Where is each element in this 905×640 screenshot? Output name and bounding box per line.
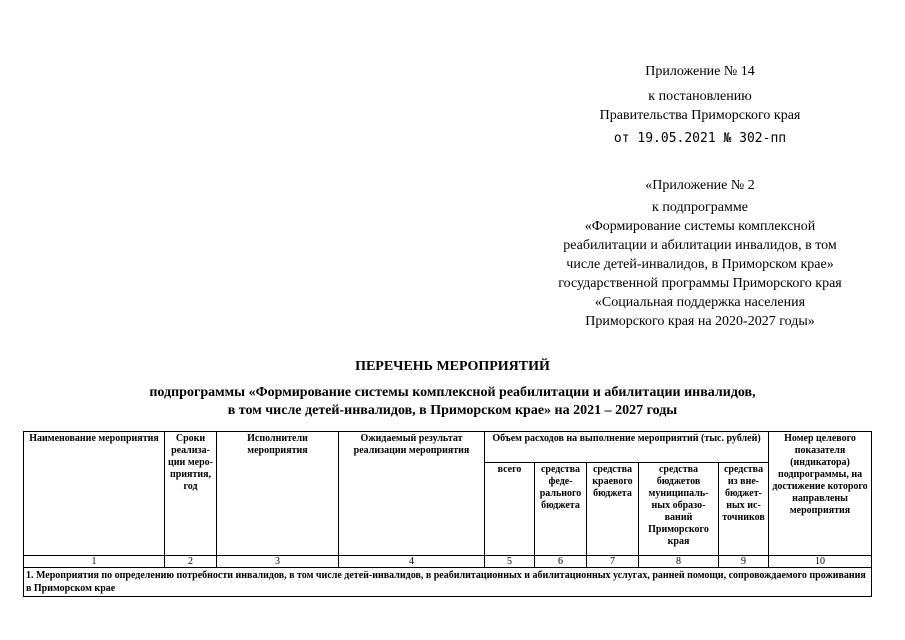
subappendix-block: [540, 176, 860, 331]
column-numbers-row: [24, 556, 872, 568]
section-heading: 1. Мероприятия по определению потребности инвалидов, в том числе детей-инвалидов, в реабилитационных и абилитационных услугах, ранней помощи, сопровождаемого проживания в Приморском крае: [24, 568, 872, 597]
header-federal: средства феде-рального бюджета: [535, 463, 587, 556]
header-total: всего: [485, 463, 535, 556]
header-regional: средства краевого бюджета: [587, 463, 639, 556]
measures-table: [23, 431, 872, 597]
column-number: 9: [719, 556, 769, 568]
header-terms: Сроки реализа-ции меро-приятия, год: [165, 432, 217, 556]
subappendix-line: «Социальная поддержка населения: [594, 295, 806, 310]
header-name: Наименование мероприятия: [24, 432, 165, 556]
appendix-number: Приложение № 14: [645, 64, 755, 79]
page-subtitle-line2: в том числе детей-инвалидов, в Приморском крае» на 2021 – 2027 годы: [227, 403, 678, 418]
appendix-date-number: от 19.05.2021 № 302-пп: [613, 131, 787, 146]
column-number: 2: [165, 556, 217, 568]
header-extra: средства из вне-бюджет-ных ис-точников: [719, 463, 769, 556]
column-number: 1: [24, 556, 165, 568]
subappendix-line: к подпрограмме: [652, 200, 748, 215]
subappendix-line: Приморского края на 2020-2027 годы»: [585, 314, 815, 329]
subappendix-line: реабилитации и абилитации инвалидов, в том: [563, 238, 837, 253]
column-number: 6: [535, 556, 587, 568]
column-number: 10: [769, 556, 872, 568]
page-title: ПЕРЕЧЕНЬ МЕРОПРИЯТИЙ: [355, 359, 550, 374]
column-number: 7: [587, 556, 639, 568]
header-expenses: Объем расходов на выполнение мероприятий (тыс. рублей): [485, 432, 769, 463]
header-municipal: средства бюджетов муниципаль-ных образо-ваний Приморского края: [639, 463, 719, 556]
subappendix-line: «Формирование системы комплексной: [584, 219, 816, 234]
appendix-government: Правительства Приморского края: [599, 108, 801, 123]
column-number: 8: [639, 556, 719, 568]
column-number: 5: [485, 556, 535, 568]
column-number: 3: [217, 556, 339, 568]
appendix-block: [540, 62, 860, 148]
table-row: [24, 568, 872, 597]
subappendix-line: «Приложение № 2: [645, 178, 755, 193]
header-executors: Исполнители мероприятия: [217, 432, 339, 556]
subappendix-line: государственной программы Приморского края: [558, 276, 842, 291]
appendix-to-decree: к постановлению: [648, 89, 752, 104]
subappendix-line: числе детей-инвалидов, в Приморском крае»: [566, 257, 834, 272]
page-subtitle-line1: подпрограммы «Формирование системы комплексной реабилитации и абилитации инвалидов,: [149, 385, 756, 400]
column-number: 4: [339, 556, 485, 568]
header-indicator: Номер целевого показателя (индикатора) подпрограммы, на достижение которого направлены мероприятия: [769, 432, 872, 556]
header-result: Ожидаемый результат реализации мероприятия: [339, 432, 485, 556]
